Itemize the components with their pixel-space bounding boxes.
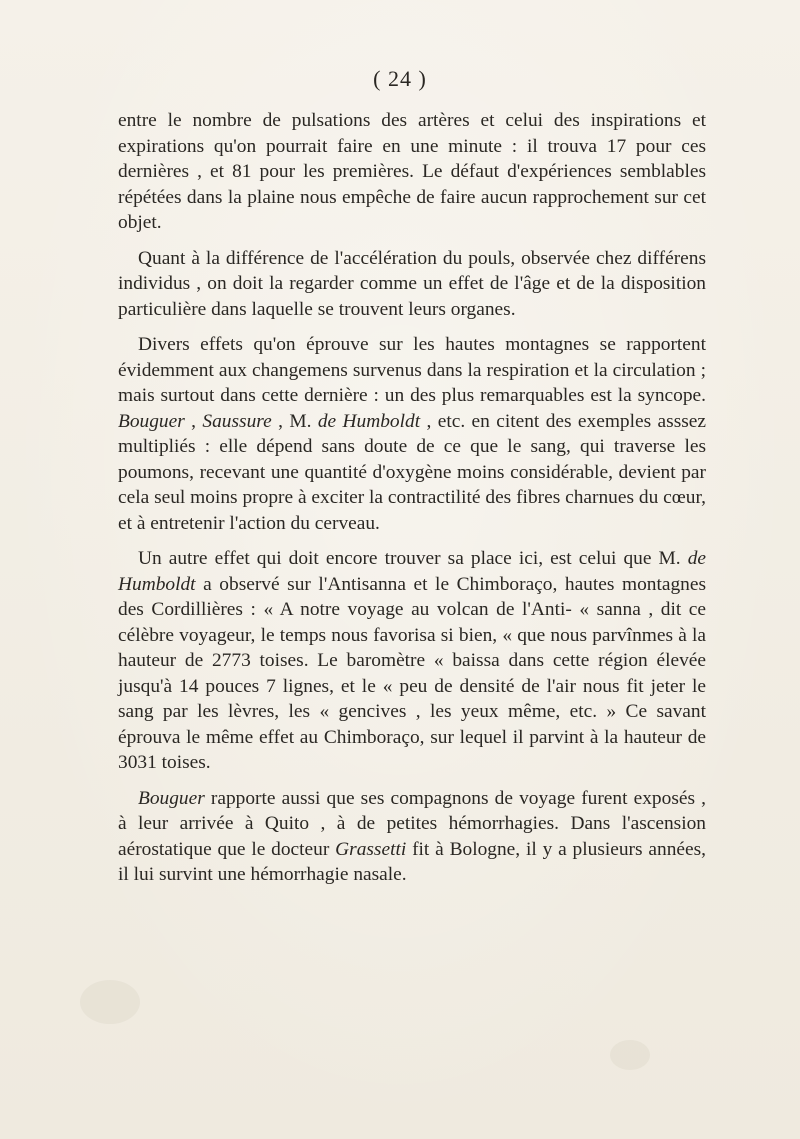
text-run: entre le nombre de pulsations des artères et celui des inspirations et expirations qu'on pourrait faire en une minute : il trouva 17 pour ces dernières , et 81 pour les premières. Le défaut d'expériences semblables répétées dans la plaine nous empêche de faire aucun rapprochement sur cet objet. <box>118 110 706 233</box>
text-run: Un autre effet qui doit encore trouver sa place ici, est celui que M. <box>138 548 688 569</box>
text-run: Divers effets qu'on éprouve sur les hautes montagnes se rapportent évidemment aux changemens survenus dans la respiration et la circulation ; mais surtout dans cette dernière : un des plus remarquables est la syncope. <box>118 334 706 406</box>
italic-name: Grassetti <box>335 838 407 860</box>
text-run: , etc. en citent des exemples asssez multipliés : elle dépend sans doute de ce que le sang, qui traverse les poumons, recevant une quantité d'oxygène moins considérable, devient par cela seul moins propre à exciter la contractilité des fibres charnues du cœur, et à entretenir l'action du cerveau. <box>118 410 707 534</box>
paragraph <box>118 786 706 888</box>
text-run: , M. <box>271 410 318 432</box>
text-run: a observé sur l'Antisanna et le Chimboraço, hautes montagnes des Cordillières : « A notre voyage au volcan de l'Anti- « sanna , dit ce célèbre voyageur, le temps nous favorisa si bien, « que nous parvînmes à la hauteur de 2773 toises. Le baromètre « baissa dans cette région élevée jusqu'à 14 pouces 7 lignes, et le « peu de densité de l'air nous fit jeter le sang par les lèvres, les « gencives , les yeux même, etc. » Ce savant éprouva le même effet au Chimboraço, sur lequel il parvint à la hauteur de 3031 toises. <box>118 573 706 773</box>
paper-stain <box>610 1040 650 1070</box>
paragraph <box>118 246 706 323</box>
paragraph <box>118 108 706 236</box>
italic-name: de Humboldt <box>118 548 706 595</box>
text-run: rapporte aussi que ses compagnons de voyage furent exposés , à leur arrivée à Quito , à de petites hémorrhagies. Dans l'ascension aérostatique que le docteur <box>118 787 706 860</box>
text-run: , <box>184 410 203 432</box>
italic-name: Saussure <box>202 410 272 432</box>
italic-name: Bouguer <box>138 787 205 809</box>
paragraph <box>118 332 706 536</box>
italic-name: de Humboldt <box>317 410 421 432</box>
text-run: Quant à la différence de l'accélération du pouls, observée chez différens individus , on doit la regarder comme un effet de l'âge et de la disposition particulière dans laquelle se trouvent leurs organes. <box>118 247 706 320</box>
paper-stain <box>80 980 140 1024</box>
italic-name: Bouguer <box>118 410 185 432</box>
body-text <box>118 108 706 898</box>
page-number: ( 24 ) <box>373 66 427 91</box>
text-run: fit à Bologne, il y a plusieurs années, il lui survint une hémorrhagie nasale. <box>118 838 706 885</box>
paragraph <box>118 546 706 776</box>
